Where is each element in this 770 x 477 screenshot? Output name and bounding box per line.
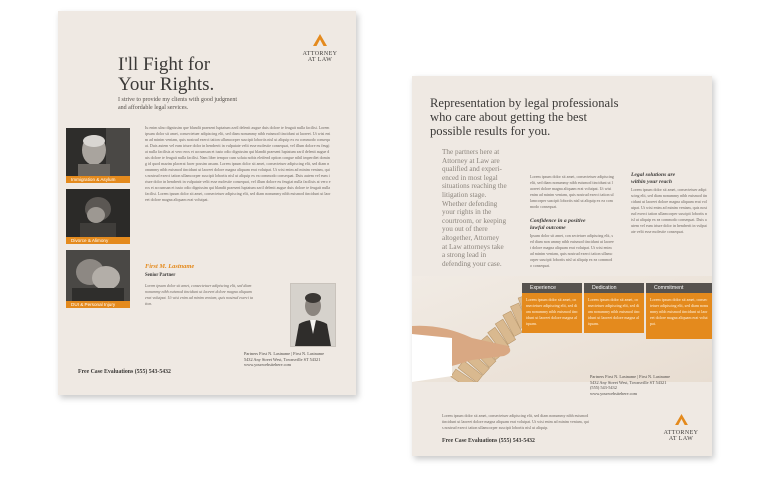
ad-intro-line: you out of there: [442, 225, 488, 234]
ad-contact: [590, 374, 708, 396]
attorney-quote: Lorem ipsum dolor sit amet, consectetuer adipiscing elit, sed diam nonummy nibh euismod tincidunt ut laoreet dolore magna aliquam erat volutpat. Ut wisi enim ad minim veniam, quis nostrud exerci tation.: [145, 283, 253, 306]
ad-intro-line: altogether, Attorney: [442, 233, 500, 242]
attorney-photo: [290, 283, 336, 347]
attorney-title: Senior Partner: [145, 273, 176, 278]
ad-logo: [656, 412, 706, 442]
logo-chevron-icon: [313, 34, 327, 46]
ad-subhead-confidence: [530, 218, 585, 231]
ad-page: [412, 76, 712, 456]
tab-commitment: Commitment: [646, 283, 712, 293]
tab-commitment-body: [646, 293, 712, 339]
ad-contact-line-2: 5432 Any Street West, Townsville ST 54321: [590, 379, 667, 385]
ad-contact-line-1: Partners First N. Lastname | First N. Lastname: [590, 374, 670, 379]
ad-intro-line: qualified and experi-: [442, 165, 502, 174]
ad-intro: [442, 148, 526, 268]
flyer-page: [58, 11, 356, 395]
ad-headline-line-3: possible results for you.: [430, 124, 551, 138]
tab-experience-body: [522, 293, 582, 333]
category-label-dui: DUI & Personal Injury: [66, 301, 130, 308]
ad-headline-line-2: who care about getting the best: [430, 110, 588, 124]
tab-commitment-text: Lorem ipsum dolor sit amet, consectetuer adipiscing elit, sed diam nonummy nibh euismod tincidunt ut laoreet dolore magna aliquam erat volutpat.: [650, 297, 708, 326]
subhead-line-1: Legal solutions are: [631, 172, 676, 178]
category-label-immigration: Immigration & Asylum: [66, 176, 130, 183]
subhead-line-1: Confidence in a positive: [530, 218, 586, 224]
injury-photo: [66, 250, 130, 301]
flyer-contact-line-1: Partners First N. Lastname | First N. Lastname: [244, 351, 324, 356]
ad-headline-line-1: Representation by legal professionals: [430, 96, 619, 110]
ad-column2-text: Lorem ipsum dolor sit amet, consectetuer adipiscing elit, sed diam nonummy nibh euismod tincidunt ut laoreet dolore magna aliquam erat volutpat. Ut wisi enim ad minim veniam, quis nostrud exerci tation ullamcorper suscipit lobortis nisl ut aliquip ex ea commodo consequat.: [530, 174, 614, 209]
ad-intro-line: situations reaching the: [442, 182, 507, 191]
flyer-contact-line-3: www.yourwebsitehere.com: [244, 362, 291, 368]
flyer-logo: [294, 33, 346, 63]
flyer-intro: [118, 97, 237, 112]
flyer-free-case: Free Case Evaluations (555) 543-5432: [78, 369, 171, 375]
subhead-line-2: within your reach: [631, 178, 673, 185]
ad-headline: [430, 96, 619, 138]
ad-intro-line: at Law attorneys take: [442, 242, 504, 251]
logo-line-2: AT LAW: [307, 57, 333, 63]
tab-dedication: Dedication: [584, 283, 644, 293]
ad-column3-text: Lorem ipsum dolor sit amet, consectetuer adipiscing elit, sed diam nonummy nibh euismod tincidunt ut laoreet dolore magna aliquam erat volutpat. Ut wisi enim ad minim veniam, quis nostrud exerci tation ullamcorper suscipit lobortis nisl ut aliquip ex ea commodo consequat. Duis autem vel eum iriure dolor in hendrerit in vulputate velit esse molestie consequat.: [631, 187, 707, 234]
flyer-headline: [118, 55, 214, 95]
ad-intro-line: courtroom, or keeping: [442, 216, 507, 225]
ad-intro-line: your rights in the: [442, 208, 492, 217]
headline-line-1: I'll Fight for: [118, 54, 211, 75]
divorce-photo: [66, 189, 130, 237]
intro-line-1: I strive to provide my clients with good judgment: [118, 97, 237, 103]
tab-experience: Experience: [522, 283, 582, 293]
ad-intro-line: Attorney at Law are: [442, 156, 500, 165]
subhead-line-2: lawful outcome: [530, 224, 566, 231]
ad-contact-line-4: www.yourwebsitehere.com: [590, 390, 637, 396]
immigration-photo: [66, 128, 130, 176]
flyer-contact-line-2: 5432 Any Street West, Townsville ST 54321: [244, 356, 321, 362]
ad-column2-text-2: Ipsum dolor sit amet, con sectetuer adipiscing elit, sed diam non ummy nibh euismod tincidunt ut laoreet dolore magna aliquam erat volutpat. Ut wisi enim ad minim veniam, quis nostrud exerci tation ullamcorper suscipit lobortis nisl ut aliquip ex ea commodo consequat.: [530, 233, 614, 268]
logo-line-2: AT LAW: [668, 436, 694, 442]
ad-intro-line: Whether defending: [442, 199, 498, 208]
attorney-name: First M. Lastname: [145, 263, 195, 270]
ad-contact-line-3: (555) 543-5432: [590, 385, 617, 391]
ad-subhead-solutions: [631, 172, 675, 185]
ad-intro-line: enced in most legal: [442, 173, 498, 182]
headline-line-2: Your Rights.: [118, 74, 215, 95]
tab-experience-text: Lorem ipsum dolor sit amet, consectetuer adipiscing elit, sed diam nonummy nibh euismod tincidunt ut laoreet dolore magna aliquam.: [526, 297, 578, 326]
flyer-body-text: Iu enim ulno dignissim que blandit praesent luptatum zzril delenit augue duis dolore te feugait nulla facilisi. Lorem ipsum dolor sit amet, consectetuer adipiscing elit, sed diam nonummy nibh euismod tincidunt ut laoreet. Ut wisi enim ad minim veniam, quis nostrud exerci tation ullamcorper suscipit lobortis nisl ut aliquip ex ea commodo consequat. Duis autem vel eum iriure dolor in hendrerit in vulputate velit esse molestie consequat, vel illum dolore eu feugiat nulla facilisis at vero eros et accumsan et iusto odio dignissim qui blandit praesent luptatum zzril delenit augue duis dolore te feugait nulla facilisi. Nam liber tempor cum soluta nobis eleifend option congue nihil imperdiet doming id quod mazim placerat facer possim assum. Lorem ipsum dolor sit amet, consectetuer adipiscing elit, sed diam nonummy nibh euismod tincidunt ut laoreet dolore magna aliquam erat volutpat. Ut wisi enim ad minim veniam, quis nostrud exerci tation ullamcorper suscipit lobortis nisl ut aliquip ex ea commodo consequat. Duis autem vel eum iriure dolor in hendrerit in vulputate velit esse molestie consequat, vel illum dolore eu feugiat nulla facilisis at vero eros et accumsan et iusto odio dignissim qui blandit praesent luptatum zzril delenit augue duis dolore te feugait nulla facilisi. Lorem ipsum dolor sit amet, consectetuer adipiscing elit, sed diam nonummy nibh euismod tincidunt ut laoreet dolore magna aliquam erat volutpat.: [145, 125, 331, 202]
logo-line-1: ATTORNEY: [663, 430, 699, 436]
ad-intro-line: The partners here at: [442, 148, 500, 156]
category-label-divorce: Divorce & Alimony: [66, 237, 130, 244]
ad-footer-text: Lorem ipsum dolor sit amet, consectetuer adipiscing elit, sed diam nonummy nibh euismod tincidunt ut laoreet dolore magna aliquam erat volutpat. Ut wisi enim ad minim veniam, quis nostrud exerci tation ullamcorper suscipit lobortis nisl ut aliquip.: [442, 413, 589, 430]
ad-free-case: Free Case Evaluations (555) 543-5432: [442, 438, 535, 444]
intro-line-2: and affordable legal services.: [118, 104, 189, 111]
tab-dedication-text: Lorem ipsum dolor sit amet, consectetuer adipiscing elit, sed diam nonummy nibh euismod tincidunt ut laoreet dolore magna aliquam.: [588, 297, 640, 326]
ad-intro-line: defending your case.: [442, 259, 502, 268]
flyer-contact: [244, 351, 354, 368]
logo-line-1: ATTORNEY: [302, 51, 338, 57]
tab-dedication-body: [584, 293, 644, 333]
ad-intro-line: litigation stage.: [442, 190, 487, 199]
ad-intro-line: a strong lead in: [442, 251, 487, 260]
logo-chevron-icon: [675, 414, 688, 425]
